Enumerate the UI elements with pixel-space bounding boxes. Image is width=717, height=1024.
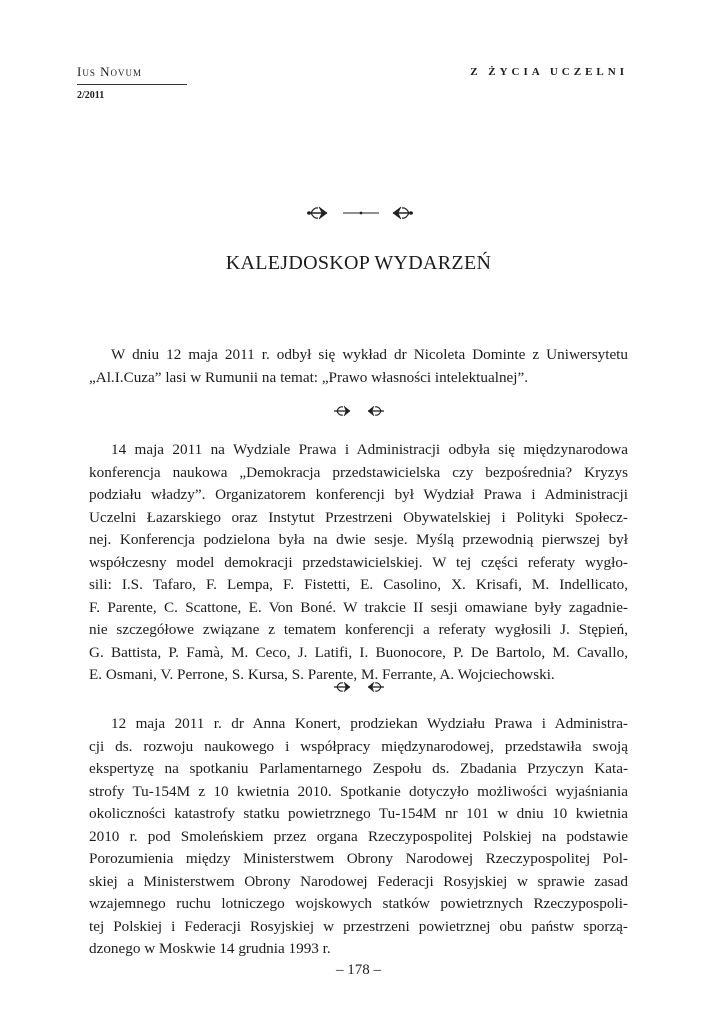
text-line: wzajemnego ruchu lotniczego wojskowych statków powietrznych Rzeczypospoli-	[89, 895, 628, 912]
text-line: 14 maja 2011 na Wydziale Prawa i Administracji odbyła się międzynarodowa	[111, 441, 628, 458]
fleuron-divider-small-icon	[333, 404, 385, 418]
text-line: okoliczności katastrofy statku powietrznego Tu-154M nr 101 w dniu 10 kwietnia	[89, 805, 628, 822]
fleuron-divider-small-svg	[333, 680, 385, 694]
text-line: W dniu 12 maja 2011 r. odbył się wykład dr Nicoleta Dominte z Uniwersytetu	[111, 346, 628, 363]
text-line: F. Parente, C. Scattone, E. Von Boné. W trakcie II sesji omawiane były zagadnie-	[89, 598, 628, 616]
article-title: KALEJDOSKOP WYDARZEŃ	[225, 252, 492, 274]
text-line: nej. Konferencja podzielona była na dwie sesje. Myślą przewodnią pierwszej był	[89, 531, 628, 548]
paragraph-1	[89, 344, 628, 389]
fleuron-divider-small-svg	[333, 404, 385, 418]
issue-number: 2/2011	[77, 90, 105, 101]
text-line: Uczelni Łazarskiego oraz Instytut Przestrzeni Obywatelskiej i Polityki Społecz-	[89, 508, 628, 526]
text-line: nie szczegółowe związane z tematem konferencji a referaty wygłosili J. Stępień,	[89, 621, 628, 638]
section-name: Z ŻYCIA UCZELNI	[470, 66, 628, 78]
fleuron-divider-large-svg	[305, 205, 415, 221]
journal-name: Ius Novum	[77, 64, 187, 85]
page-number: – 178 –	[336, 962, 381, 978]
text-line: współczesny model demokracji przedstawicielskiej. W tej części referaty wygło-	[89, 553, 628, 571]
text-line: konferencja naukowa „Demokracja przedstawicielska czy bezpośrednia? Kryzys	[89, 463, 628, 481]
fleuron-divider-small-icon	[333, 680, 385, 694]
text-line: E. Osmani, V. Perrone, S. Kursa, S. Parente, M. Ferrante, A. Wojciechowski.	[89, 666, 555, 683]
text-line: podziału władzy”. Organizatorem konferencji był Wydział Prawa i Administracji	[89, 486, 628, 503]
paragraph-3	[89, 713, 628, 961]
text-line: sili: I.S. Tafaro, F. Lempa, F. Fistetti, E. Casolino, X. Krisafi, M. Indellicato,	[89, 576, 628, 593]
text-line: dzonego w Moskwie 14 grudnia 1993 r.	[89, 940, 331, 957]
running-head-left	[77, 64, 187, 101]
text-line: skiej a Ministerstwem Obrony Narodowej Federacji Rosyjskiej w sprawie zasad	[89, 872, 628, 890]
text-line: 2010 r. pod Smoleńskiem przez organa Rzeczypospolitej Polskiej na podstawie	[89, 827, 628, 845]
text-line: strofy Tu-154M z 10 kwietnia 2010. Spotkanie dotyczyło możliwości wyjaśniania	[89, 782, 628, 800]
text-line: „Al.I.Cuza” lasi w Rumunii na temat: „Prawo własności intelektualnej”.	[89, 368, 529, 386]
text-line: ekspertyzę na spotkaniu Parlamentarnego Zespołu ds. Zbadania Przyczyn Kata-	[89, 760, 628, 777]
text-line: G. Battista, P. Famà, M. Ceco, J. Latifi, I. Buonocore, P. De Bartolo, M. Cavallo,	[89, 643, 628, 661]
text-line: cji ds. rozwoju naukowego i współpracy międzynarodowej, przedstawiła swoją	[89, 737, 628, 755]
fleuron-divider-large-icon	[305, 205, 415, 221]
text-line: Porozumienia między Ministerstwem Obrony Narodowej Rzeczypospolitej Pol-	[89, 850, 628, 867]
text-line: tej Polskiej i Federacji Rosyjskiej w przestrzeni powietrznej obu państw sporzą-	[89, 917, 628, 935]
text-line: 12 maja 2011 r. dr Anna Konert, prodziekan Wydziału Prawa i Administra-	[111, 715, 628, 732]
paragraph-2	[89, 439, 628, 687]
